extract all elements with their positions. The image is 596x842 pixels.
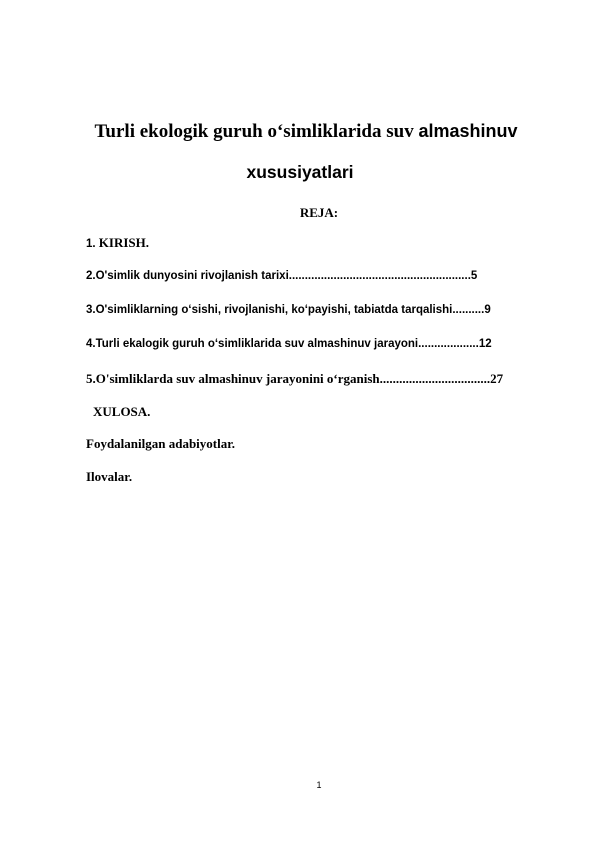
- document-title: [8, 121, 596, 143]
- toc-item-kirish: [86, 235, 149, 251]
- toc-item-adabiyotlar: Foydalanilgan adabiyotlar.: [86, 436, 236, 451]
- toc-item-ilovalar: Ilovalar.: [86, 469, 133, 484]
- document-title-line-2: xususiyatlari: [246, 162, 354, 182]
- title-serif-part: Turli ekologik guruh o‘simliklarida suv: [94, 121, 419, 142]
- title-sans-part: almashinuv: [418, 121, 518, 141]
- toc-item-xulosa: XULOSA.: [93, 404, 151, 419]
- toc-item-5: 5.O'simliklarda suv almashinuv jarayonini o‘rganish..................................27: [86, 371, 504, 386]
- toc-item-2: 2.O'simlik dunyosini rivojlanish tarixi.........................................................5: [86, 270, 478, 282]
- toc-item-number: 1.: [86, 238, 99, 250]
- toc-item-3: 3.O'simliklarning o‘sishi, rivojlanishi, ko‘payishi, tabiatda tarqalishi..........9: [86, 304, 491, 316]
- page-number: 1: [316, 780, 322, 790]
- toc-item-label: KIRISH.: [98, 235, 150, 250]
- toc-item-4: 4.Turli ekalogik guruh o‘simliklarida suv almashinuv jarayoni...................12: [86, 338, 492, 350]
- plan-heading: REJA:: [299, 205, 339, 220]
